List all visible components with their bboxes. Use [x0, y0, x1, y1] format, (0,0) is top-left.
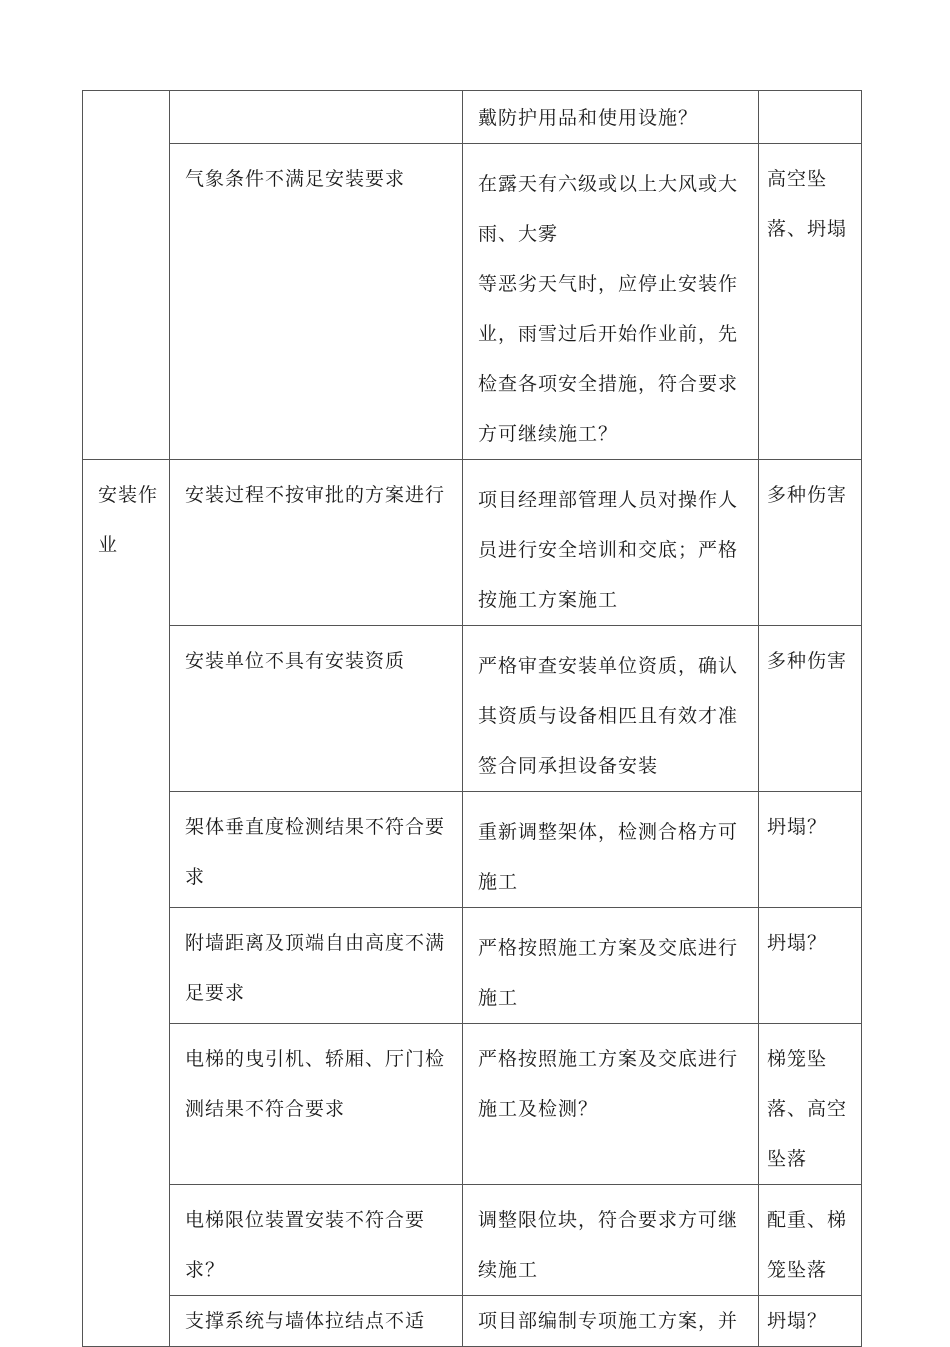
risk-cell: 附墙距离及顶端自由高度不满足要求 [170, 908, 463, 1024]
measure-cell: 严格审查安装单位资质，确认其资质与设备相匹且有效才准签合同承担设备安装 [463, 626, 759, 792]
measure-cell: 调整限位块，符合要求方可继续施工 [463, 1185, 759, 1296]
harm-cell: 高空坠落、坍塌 [759, 144, 862, 460]
harm-cell: 坍塌？ [759, 792, 862, 908]
measure-cell: 重新调整架体，检测合格方可施工 [463, 792, 759, 908]
table-row [83, 144, 862, 460]
measure-cell: 戴防护用品和使用设施？ [463, 91, 759, 144]
harm-cell: 坍塌？ [759, 1296, 862, 1347]
measure-cell: 严格按照施工方案及交底进行施工 [463, 908, 759, 1024]
risk-cell: 安装单位不具有安装资质 [170, 626, 463, 792]
measure-cell: 项目部编制专项施工方案，并 [463, 1296, 759, 1347]
harm-cell: 多种伤害 [759, 626, 862, 792]
risk-cell: 电梯的曳引机、轿厢、厅门检测结果不符合要求 [170, 1024, 463, 1185]
harm-cell [759, 91, 862, 144]
harm-cell: 梯笼坠落、高空坠落 [759, 1024, 862, 1185]
hazard-table [82, 90, 862, 1347]
table-row [83, 908, 862, 1024]
risk-cell: 架体垂直度检测结果不符合要求 [170, 792, 463, 908]
harm-cell: 多种伤害 [759, 460, 862, 626]
risk-cell: 支撑系统与墙体拉结点不适 [170, 1296, 463, 1347]
risk-cell [170, 91, 463, 144]
table-row [83, 91, 862, 144]
harm-cell: 坍塌？ [759, 908, 862, 1024]
table-row [83, 626, 862, 792]
table-row [83, 792, 862, 908]
measure-line: 等恶劣天气时，应停止安装作业，雨雪过后开始作业前，先检查各项安全措施，符合要求方可继续施工？ [478, 273, 739, 445]
risk-cell: 安装过程不按审批的方案进行 [170, 460, 463, 626]
table-row [83, 1296, 862, 1347]
measure-line: 在露天有六级或以上大风或大雨、大雾 [478, 173, 739, 245]
table-row [83, 1185, 862, 1296]
measure-cell [463, 144, 759, 460]
measure-cell: 严格按照施工方案及交底进行施工及检测？ [463, 1024, 759, 1185]
table-row [83, 1024, 862, 1185]
risk-cell: 气象条件不满足安装要求 [170, 144, 463, 460]
process-cell: 安装作业 [83, 460, 170, 1347]
risk-cell: 电梯限位装置安装不符合要求？ [170, 1185, 463, 1296]
harm-cell: 配重、梯笼坠落 [759, 1185, 862, 1296]
process-cell [83, 91, 170, 460]
table-row [83, 460, 862, 626]
measure-cell: 项目经理部管理人员对操作人员进行安全培训和交底；严格按施工方案施工 [463, 460, 759, 626]
